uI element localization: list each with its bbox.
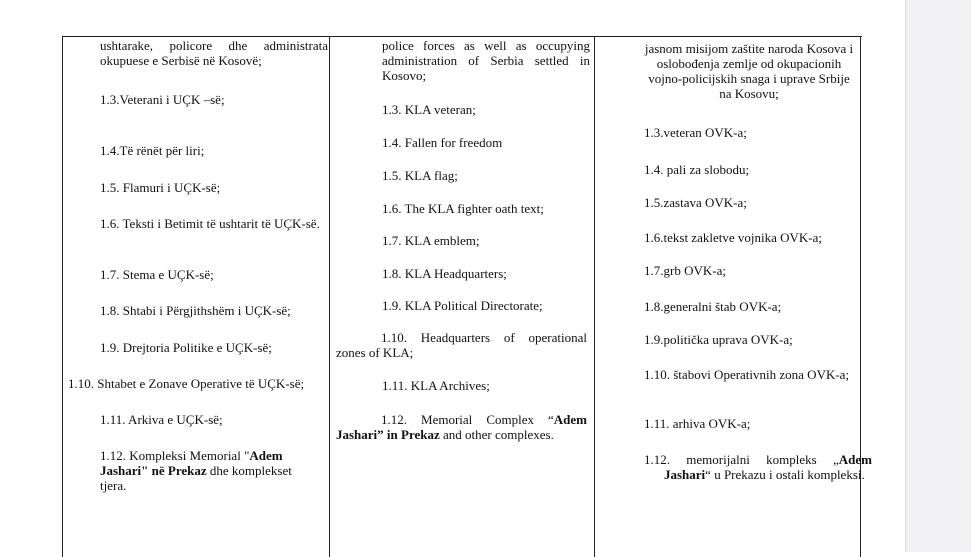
paragraph: police forces as well as occupying administration of Serbia settled in Kosovo;: [382, 38, 590, 83]
list-item: 1.7. KLA emblem;: [382, 233, 480, 248]
document-table: [62, 36, 872, 557]
text-run-bold: Adem Jashari" në Prekaz: [100, 448, 283, 478]
text-run: and other complexes.: [439, 427, 554, 442]
text-run: 1.12. Kompleksi Memorial ": [100, 448, 250, 463]
list-item: [336, 412, 587, 442]
table-border-left: [62, 37, 63, 557]
list-item: 1.8.generalni štab OVK-a;: [644, 299, 782, 314]
list-item: 1.8. Shtabi i Përgjithshëm i UÇK-së;: [100, 303, 291, 318]
text-run: dhe komplekset tjera.: [100, 463, 292, 493]
list-item: [100, 448, 312, 493]
text-run-bold: Adem Jashari” in Prekaz: [336, 412, 587, 442]
paragraph: ushtarake, policore dhe administrata okupuese e Serbisë në Kosovë;: [100, 38, 328, 68]
list-item: 1.7.grb OVK-a;: [644, 263, 726, 278]
list-item: 1.6. The KLA fighter oath text;: [382, 201, 544, 216]
text-run: 1.12. memorijalni kompleks „: [644, 452, 839, 467]
list-item: 1.10. štabovi Operativnih zona OVK-a;: [644, 367, 850, 382]
list-item: 1.11. Arkiva e UÇK-së;: [100, 412, 223, 427]
list-item: 1.9.politička uprava OVK-a;: [644, 332, 793, 347]
viewer-gutter: [905, 0, 971, 552]
list-item: 1.4. pali za slobodu;: [644, 162, 750, 177]
list-item: 1.8. KLA Headquarters;: [382, 266, 507, 281]
list-item: 1.9. Drejtoria Politike e UÇK-së;: [100, 340, 272, 355]
list-item: 1.11. arhiva OVK-a;: [644, 416, 751, 431]
list-item: 1.10. Shtabet e Zonave Operative të UÇK-së;: [68, 376, 305, 391]
list-item: 1.11. KLA Archives;: [382, 378, 490, 393]
list-item: 1.3. KLA veteran;: [382, 102, 476, 117]
list-item: 1.5.zastava OVK-a;: [644, 195, 747, 210]
text-run: 1.12. Memorial Complex “: [381, 412, 554, 427]
list-item: 1.5. KLA flag;: [382, 168, 458, 183]
list-item: 1.4.Të rënët për liri;: [100, 143, 205, 158]
list-item: 1.6.tekst zakletve vojnika OVK-a;: [644, 230, 822, 245]
list-item: 1.5. Flamuri i UÇK-së;: [100, 180, 221, 195]
list-item: 1.6. Teksti i Betimit të ushtarit të UÇK-së.: [100, 216, 320, 231]
table-divider-1: [329, 37, 330, 557]
list-item: [644, 452, 872, 482]
text-run-bold: Adem Jashari: [664, 452, 872, 482]
list-item: 1.3.Veterani i UÇK –së;: [100, 92, 225, 107]
table-divider-2: [594, 37, 595, 557]
list-item: 1.7. Stema e UÇK-së;: [100, 267, 214, 282]
text-run: “ u Prekazu i ostali kompleksi.: [705, 467, 865, 482]
list-item: 1.4. Fallen for freedom: [382, 135, 503, 150]
list-item: 1.3.veteran OVK-a;: [644, 125, 747, 140]
paragraph: jasnom misijom zaštite naroda Kosova i oslobođenja zemlje od okupacionih vojno-policijskih snaga i uprave Srbije na Kosovu;: [644, 41, 854, 101]
list-item: 1.9. KLA Political Directorate;: [382, 298, 543, 313]
list-item: 1.10. Headquarters of operational zones of KLA;: [336, 330, 587, 360]
